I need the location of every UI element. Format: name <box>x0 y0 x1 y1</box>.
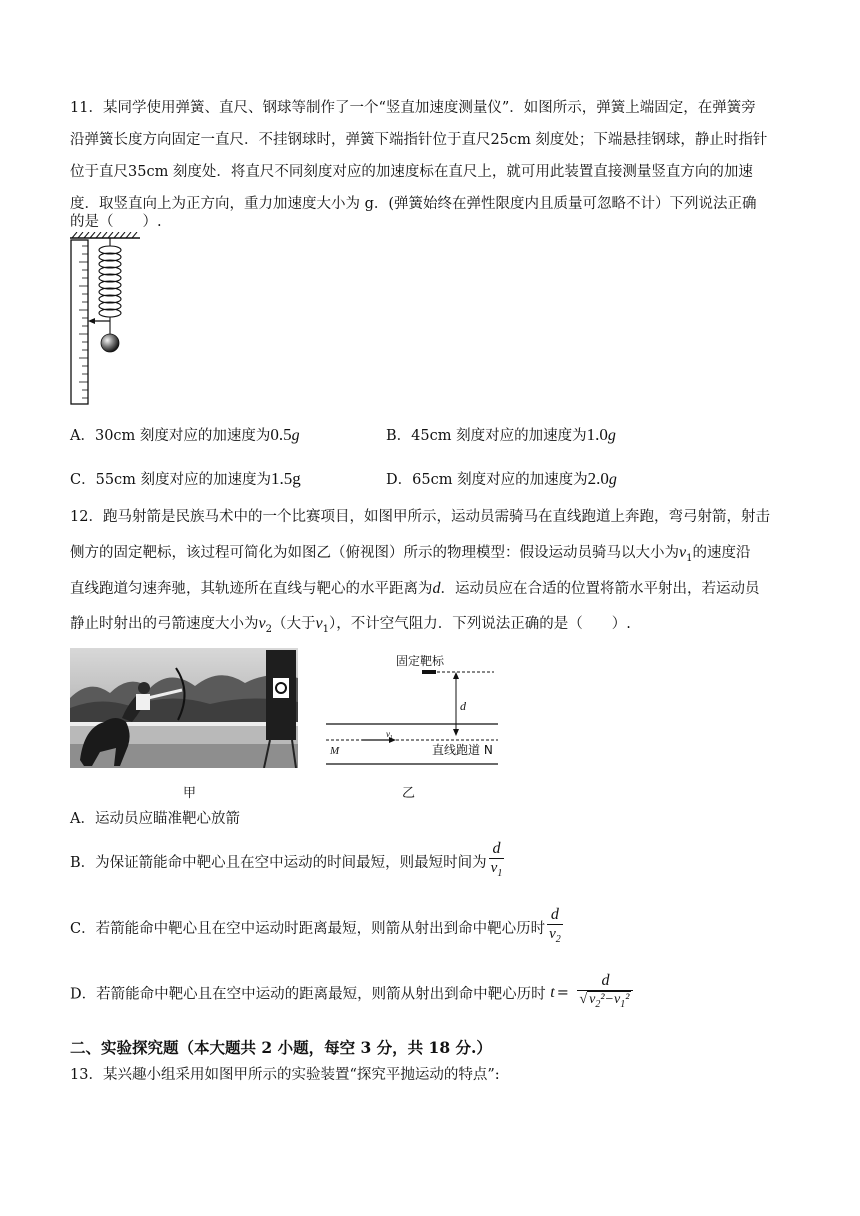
q11-text-line-2: 沿弹簧长度方向固定一直尺．不挂钢球时，弹簧下端指针位于直尺25cm 刻度处；下端悬挂钢球，静止时指针 <box>70 132 768 148</box>
spring-ruler-figure <box>68 232 148 408</box>
q11-text-line-4: 度．取竖直向上为正方向，重力加速度大小为 g．(弹簧始终在弹性限度内且质量可忽略不计）下列说法正确 <box>70 196 757 212</box>
d-label: d <box>460 699 466 713</box>
target-marker <box>422 670 436 674</box>
top-view-diagram <box>322 648 502 770</box>
q11-text-line-1: 11．某同学使用弹簧、直尺、钢球等制作了一个“竖直加速度测量仪”．如图所示，弹簧上端固定，在弹簧旁 <box>70 100 756 116</box>
q11-option-b: B．45cm 刻度对应的加速度为1.0g <box>386 425 616 444</box>
v1-label: $v_1$ <box>386 729 393 741</box>
q13-text-line-1: 13．某兴趣小组采用如图甲所示的实验装置“探究平抛运动的特点”: <box>70 1067 500 1083</box>
q12-text-line-2: 侧方的固定靶标，该过程可简化为如图乙（俯视图）所示的物理模型：假设运动员骑马以大小为$v_1$的速度沿 <box>70 544 751 564</box>
figure-jia-caption: 甲 <box>183 786 197 801</box>
q12-option-c: C．若箭能命中靶心且在空中运动时距离最短，则箭从射出到命中靶心历时 $\frac{d}{v_2}$ <box>70 906 563 949</box>
q11-text-line-5: 的是（ ）. <box>70 214 162 230</box>
horseback-archery-photo <box>70 648 298 768</box>
fraction-d-over-sqrt: $\frac{d}{√ v_2^2-v_1^2}$ <box>577 972 633 1014</box>
q12-option-d: D．若箭能命中靶心且在空中运动的距离最短，则箭从射出到命中靶心历时 t = $\frac{d}{√ v_2^2-v_1^2}$ <box>70 972 633 1014</box>
section-2-heading: 二、实验探究题（本大题共 2 小题，每空 3 分，共 18 分.） <box>70 1038 492 1057</box>
fraction-d-over-v2: $\frac{d}{v_2}$ <box>549 906 561 945</box>
q12-text-line-3: 直线跑道匀速奔驰，其轨迹所在直线与靶心的水平距离为d．运动员应在合适的位置将箭水平射出，若运动员 <box>70 580 760 597</box>
q12-text-line-1: 12．跑马射箭是民族马术中的一个比赛项目，如图甲所示，运动员需骑马在直线跑道上奔跑，弯弓射箭，射击 <box>70 509 770 525</box>
track-label: 直线跑道 N <box>432 743 493 757</box>
figure-yi-caption: 乙 <box>402 786 416 801</box>
sqrt-icon: √ <box>579 992 588 1007</box>
q11-option-a: A．30cm 刻度对应的加速度为0.5g <box>70 425 300 444</box>
q12-option-b: B．为保证箭能命中靶心且在空中运动的时间最短，则最短时间为 $\frac{d}{v_1}$ <box>70 840 504 883</box>
q12-option-a: A．运动员应瞄准靶心放箭 <box>70 811 240 827</box>
fraction-d-over-v1: $\frac{d}{v_1}$ <box>490 840 503 879</box>
q11-text-line-3: 位于直尺35cm 刻度处．将直尺不同刻度对应的加速度标在直尺上，就可用此装置直接测量竖直方向的加速 <box>70 164 753 180</box>
q11-option-d: D．65cm 刻度对应的加速度为2.0g <box>386 469 617 488</box>
m-label: M <box>330 745 340 757</box>
target-label: 固定靶标 <box>396 654 445 668</box>
q12-text-line-4: 静止时射出的弓箭速度大小为$v_2$（大于$v_1$），不计空气阻力．下列说法正确的是（ ）. <box>70 615 631 635</box>
q11-option-c: C．55cm 刻度对应的加速度为1.5g <box>70 469 301 488</box>
